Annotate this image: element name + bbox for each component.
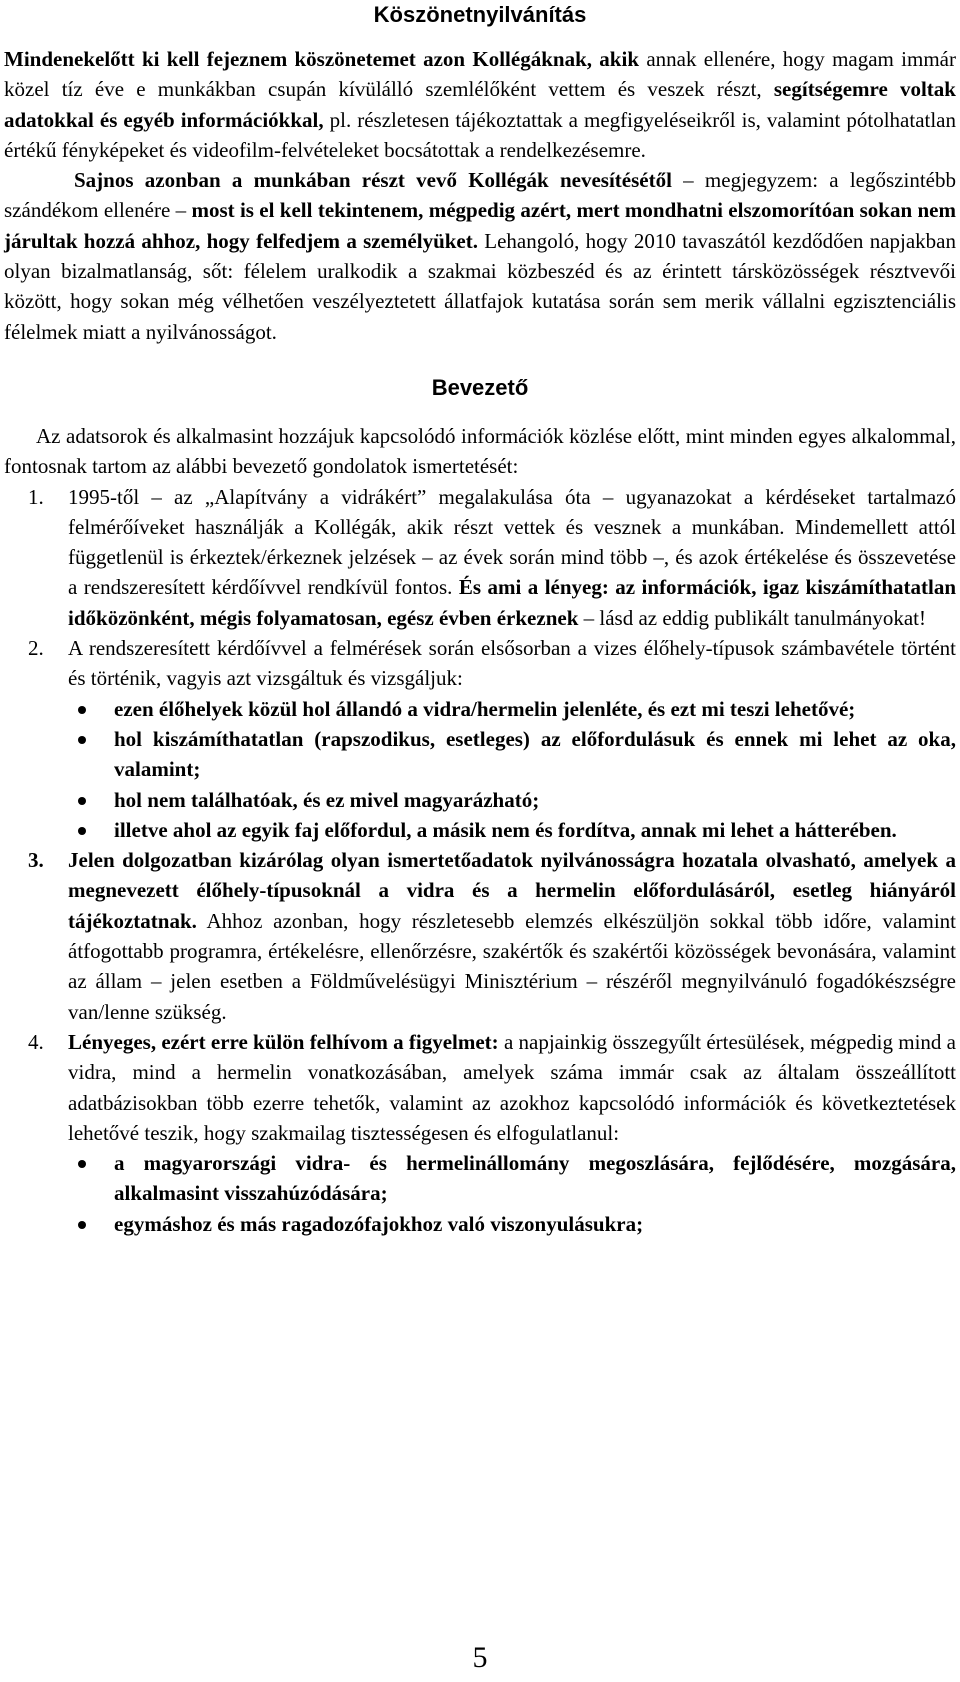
bold-span: És ami a lényeg: az információk, igaz kiszámíthatatlan időközönként, mégis folyamatosan, egész évben érkeznek bbox=[68, 575, 957, 630]
text-span: 1995-től – az „Alapítvány a vidrákért” megalakulása óta – ugyanazokat a kérdéseket tartalmazó felmérőíveket használják a Kollégák, akik részt vettek és vesznek a munkában. Mindemellett attól függetlenül is érkeztek/érkeznek jelzések – az évek során mind több –, és azok értékelése és összevetése a rendszeresített kérdőívvel rendkívül fontos. bbox=[68, 484, 956, 600]
bold-span: Lényeges, ezért erre külön felhívom a figyelmet: bbox=[68, 1029, 499, 1054]
acknowledgements-section bbox=[4, 44, 956, 347]
bullet-icon bbox=[78, 797, 86, 805]
list-item-3 bbox=[4, 845, 956, 1027]
heading-introduction: Bevezető bbox=[431, 374, 529, 400]
page-number: 5 bbox=[472, 1641, 488, 1674]
numbered-list bbox=[4, 482, 956, 1239]
list-item-4 bbox=[4, 1027, 956, 1239]
list-number: 2. bbox=[28, 636, 44, 661]
text-span: pl. részletesen tájékoztattak a megfigyeléseikről is, valamint pótolhatatlan értékű fényképeket és videofilm-felvételeket bocsátottak a rendelkezésemre. bbox=[4, 107, 956, 162]
bullet-list bbox=[68, 1148, 956, 1239]
bullet-icon bbox=[78, 736, 86, 744]
bullet-item bbox=[68, 1209, 956, 1239]
bullet-icon bbox=[78, 1221, 86, 1229]
bold-span: Sajnos azonban a munkában részt vevő Kollégák nevesítésétől bbox=[74, 168, 672, 193]
bullet-icon bbox=[78, 706, 86, 714]
list-item-1 bbox=[4, 482, 956, 633]
bullet-item bbox=[68, 785, 956, 815]
text-span: – megjegyzem: a legőszintébb szándékom ellenére – bbox=[4, 168, 956, 223]
bullet-list bbox=[68, 694, 956, 845]
list-number: 4. bbox=[28, 1029, 44, 1054]
bullet-item bbox=[68, 815, 956, 845]
text-span: a napjainkig összegyűlt értesülések, mégpedig mind a vidra, mind a hermelin vonatkozásában, amelyek száma immár csak az általam összeállított adatbázisokban több ezerre tehetők, valamint az azokhoz kapcsolódó információk és következtetések lehetővé teszik, hogy szakmailag tisztességesen és elfogulatlanul: bbox=[68, 1029, 957, 1145]
heading-acknowledgements: Köszönetnyilvánítás bbox=[373, 2, 587, 27]
thanks-paragraph-1 bbox=[4, 44, 956, 165]
list-item-2 bbox=[4, 633, 956, 845]
intro-paragraph: Az adatsorok és alkalmasint hozzájuk kapcsolódó információk közlése előtt, mint minden egyes alkalommal, fontosnak tartom az alábbi bevezető gondolatok ismertetését: bbox=[4, 423, 956, 479]
thanks-paragraph-2 bbox=[4, 165, 956, 347]
bold-span: hol kiszámíthatatlan (rapszodikus, esetleges) az előfordulásuk és ennek mi lehet az oka, valamint; bbox=[114, 726, 956, 782]
bullet-icon bbox=[78, 827, 86, 835]
introduction-section bbox=[4, 421, 956, 1239]
bold-span: hol nem találhatóak, és ez mivel magyarázható; bbox=[114, 787, 540, 812]
bold-span: most is el kell tekintenem, mégpedig azért, mert mondhatni elszomorítóan sokan nem járultak hozzá ahhoz, hogy felfedjem a személyüket. bbox=[4, 198, 956, 253]
bold-span: Mindenekelőtt ki kell fejeznem köszönetemet azon Kollégáknak, akik bbox=[4, 47, 640, 71]
bullet-item bbox=[68, 724, 956, 785]
bold-span: segítségemre voltak adatokkal és egyéb információkkal, bbox=[4, 77, 956, 132]
text-span: Lehangoló, hogy 2010 tavaszától kezdődően napjakban olyan bizalmatlanság, sőt: félelem uralkodik a szakmai közbeszéd és az érintett társközösségek résztvevői között, hogy sokan még vélhetően veszélyeztetett állatfajok kutatása során sem merik vállalni egzisztenciális félelmek miatt a nyilvánosságot. bbox=[4, 228, 956, 344]
list-number: 1. bbox=[28, 484, 44, 509]
bold-span: egymáshoz és más ragadozófajokhoz való viszonyulásukra; bbox=[114, 1211, 644, 1236]
bold-span: a magyarországi vidra- és hermelinállomány megoszlására, fejlődésére, mozgására, alkalmasint visszahúzódására; bbox=[114, 1151, 956, 1206]
bold-span: ezen élőhelyek közül hol állandó a vidra/hermelin jelenléte, és ezt mi teszi lehetővé; bbox=[114, 696, 856, 721]
text-span: annak ellenére, hogy magam immár közel tíz éve e munkákban csupán kívülálló szemlélőként vettem és veszek részt, bbox=[4, 47, 956, 102]
text-span: – lásd az eddig publikált tanulmányokat! bbox=[578, 605, 926, 630]
text-span: A rendszeresített kérdőívvel a felmérések során elsősorban a vizes élőhely-típusok számbavétele történt és történik, vagyis azt vizsgáltuk és vizsgáljuk: bbox=[68, 636, 956, 691]
bullet-item bbox=[68, 1148, 956, 1209]
text-span: Ahhoz azonban, hogy részletesebb elemzés elkészüljön sokkal több időre, valamint átfogottabb programra, értékelésre, ellenőrzésre, szakértők és szakértői közösségek bevonására, valamint az állam – jelen esetben a Földművelésügyi Minisztérium – részéről megnyilvánuló fogadókészségre van/lenne szükség. bbox=[68, 908, 956, 1024]
bullet-icon bbox=[78, 1160, 86, 1168]
list-number: 3. bbox=[28, 848, 44, 873]
bold-span: Jelen dolgozatban kizárólag olyan ismertetőadatok nyilvánosságra hozatala olvasható, amelyek a megnevezett élőhely-típusoknál a vidra és a hermelin előfordulásáról, esetleg hiányáról tájékoztatnak. bbox=[68, 848, 956, 933]
bold-span: illetve ahol az egyik faj előfordul, a másik nem és fordítva, annak mi lehet a hátterében. bbox=[114, 817, 897, 842]
bullet-item bbox=[68, 694, 956, 724]
